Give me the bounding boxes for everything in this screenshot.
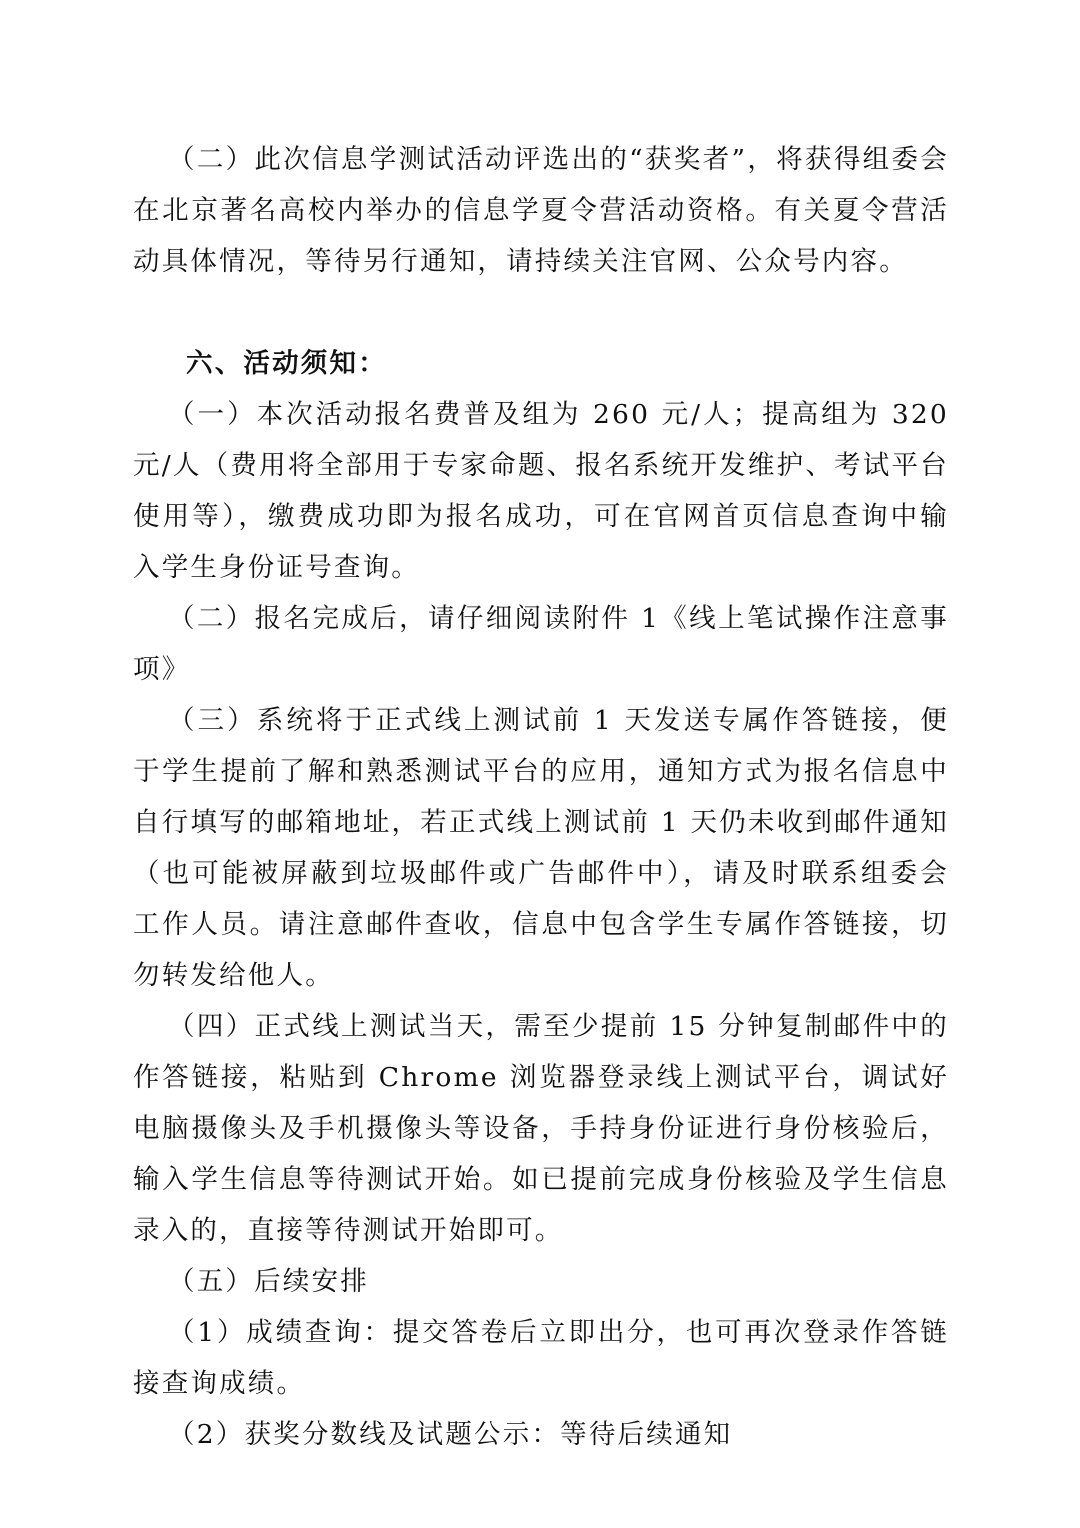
section6-item1-paragraph: （一）本次活动报名费普及组为 260 元/人；提高组为 320 元/人（费用将全部用于专家命题、报名系统开发维护、考试平台使用等），缴费成功即为报名成功，可在官网首页信息查询中输入学生身份证号查询。	[133, 399, 949, 583]
section6-item2-paragraph: （二）报名完成后，请仔细阅读附件 1《线上笔试操作注意事项》	[133, 603, 949, 685]
section6-heading: 六、活动须知：	[186, 348, 387, 379]
section6-item5-paragraph: （五）后续安排	[168, 1266, 369, 1297]
section6-item5-sub2-paragraph: （2）获奖分数线及试题公示：等待后续通知	[168, 1419, 733, 1450]
document-page	[133, 134, 949, 1460]
section6-item3-paragraph: （三）系统将于正式线上测试前 1 天发送专属作答链接，便于学生提前了解和熟悉测试平台的应用，通知方式为报名信息中自行填写的邮箱地址，若正式线上测试前 1 天仍未收到邮件通知（也可能被屏蔽到垃圾邮件或广告邮件中），请及时联系组委会工作人员。请注意邮件查收，信息中包含学生专属作答链接，切勿转发给他人。	[133, 705, 949, 991]
section5-item2-paragraph: （二）此次信息学测试活动评选出的“获奖者”，将获得组委会在北京著名高校内举办的信息学夏令营活动资格。有关夏令营活动具体情况，等待另行通知，请持续关注官网、公众号内容。	[133, 144, 949, 277]
section6-item4-paragraph: （四）正式线上测试当天，需至少提前 15 分钟复制邮件中的作答链接，粘贴到 Chrome 浏览器登录线上测试平台，调试好电脑摄像头及手机摄像头等设备，手持身份证进行身份核验后，输入学生信息等待测试开始。如已提前完成身份核验及学生信息录入的，直接等待测试开始即可。	[133, 1011, 949, 1246]
section6-item5-sub1-paragraph: （1）成绩查询：提交答卷后立即出分，也可再次登录作答链接查询成绩。	[133, 1317, 949, 1399]
